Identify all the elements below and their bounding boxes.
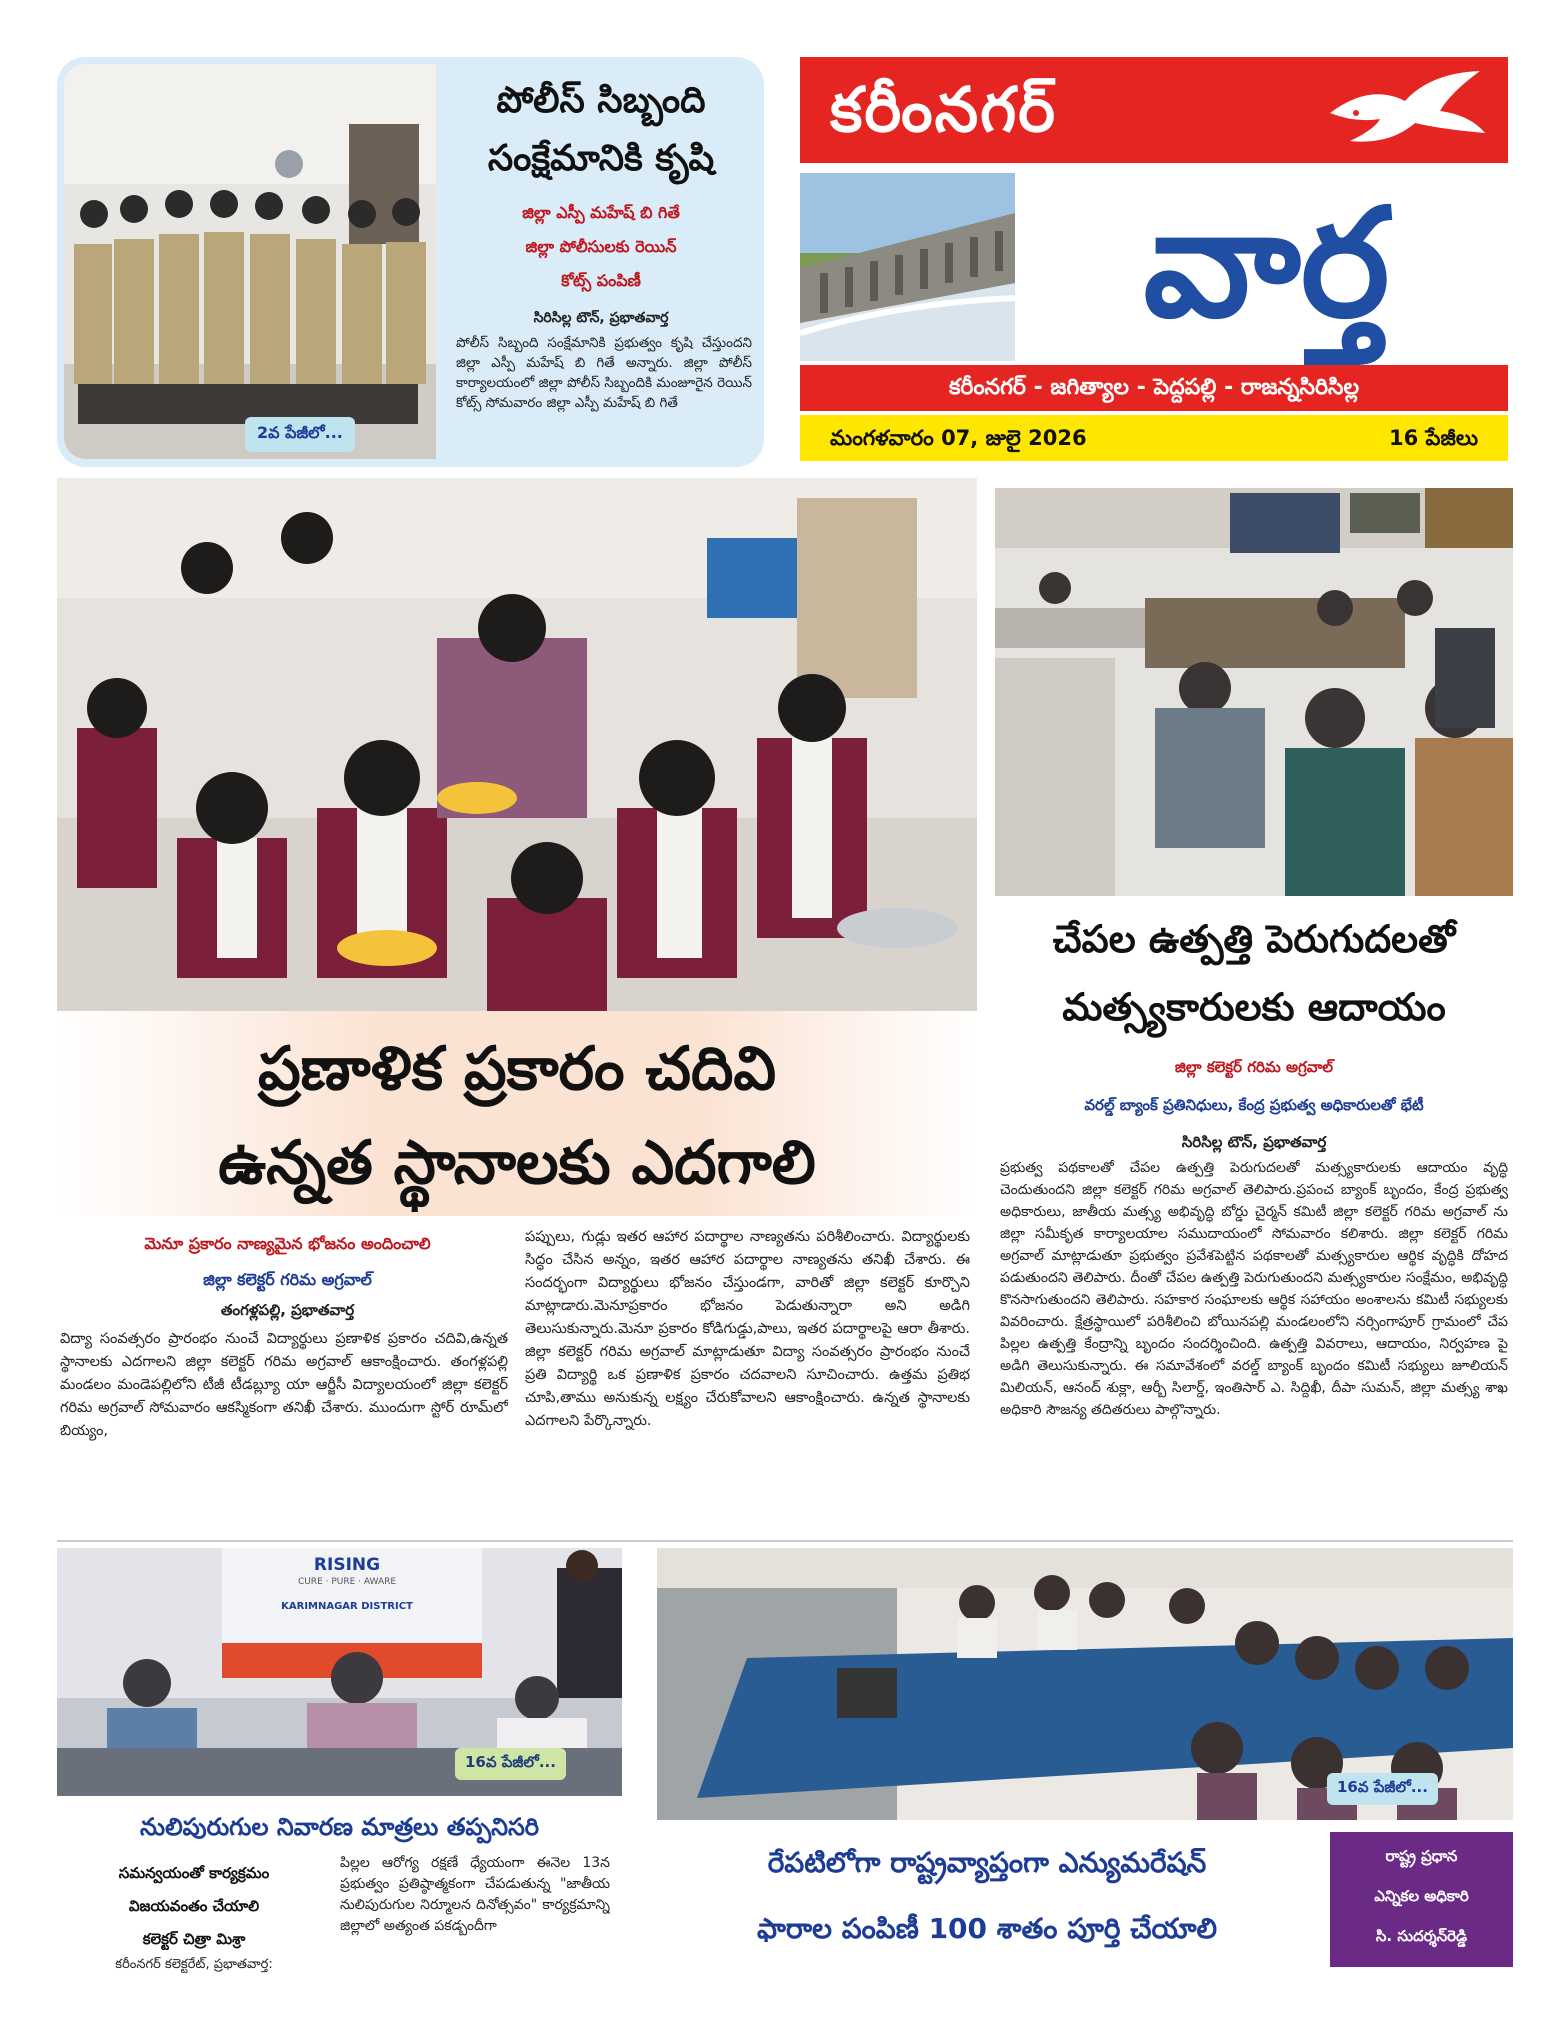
police-subheads	[446, 196, 756, 298]
police-headline-line1: పోలీస్ సిబ్బంది	[496, 80, 706, 121]
masthead	[800, 57, 1508, 361]
deworm-page-ref[interactable]: 16వ పేజీలో...	[455, 1748, 566, 1780]
districts-text: కరీంనగర్ - జగిత్యాల - పెద్దపల్లి - రాజన్నసిరిసిల్ల	[948, 375, 1360, 400]
main-headline-line1: ప్రణాళిక ప్రకారం చదివి	[257, 1034, 777, 1104]
fish-dateline: సిరిసిల్ల టౌన్, ప్రభాతవార్త	[1181, 1133, 1327, 1151]
deworm-banner-tagline: CURE · PURE · AWARE	[297, 1577, 397, 1587]
enumeration-sidebox	[1330, 1832, 1513, 1967]
deworm-banner	[222, 1555, 472, 1612]
enumeration-side2: ఎన్నికల అధికారి	[1374, 1887, 1469, 1905]
main-subheads	[60, 1226, 515, 1298]
main-headline	[57, 1022, 977, 1210]
enumeration-headline-line1: రేపటిలోగా రాష్ట్రవ్యాప్తంగా ఎన్యుమరేషన్	[767, 1846, 1207, 1879]
fish-meeting-photo	[995, 488, 1513, 896]
date-bar	[800, 415, 1508, 461]
districts-bar	[800, 365, 1508, 411]
deworm-sub2: విజయవంతం చేయాలి	[128, 1897, 260, 1915]
main-photo-students	[57, 478, 977, 1011]
masthead-title-main: వార్త	[1143, 177, 1390, 351]
deworm-sub1: సమన్వయంతో కార్యక్రమం	[118, 1864, 270, 1882]
main-headline-line2: ఉన్నత స్థానాలకు ఎదగాలి	[218, 1128, 816, 1198]
page-count: 16 పేజీలు	[1389, 426, 1478, 450]
police-sub2: జిల్లా పోలీసులకు రెయిన్	[525, 237, 677, 256]
enumeration-side3: సి. సుదర్శన్‌రెడ్డి	[1375, 1927, 1468, 1945]
main-body-col2: పప్పులు, గుడ్లు ఇతర ఆహార పదార్థాల నాణ్యతను పరిశీలించారు. విద్యార్థులకు సిద్ధం చేసిన అన్నం, ఇతర ఆహార పదార్థాల నాణ్యతను తనిఖీ చేశారు. ఈ సందర్భంగా విద్యార్థులు భోజనం చేస్తుండగా, వారితో జిల్లా కలెక్టర్ కూర్చొని మాట్లాడారు.మెనూప్రకారం భోజనం పెడుతున్నారా అని అడిగి తెలుసుకున్నారు.మెనూ ప్రకారం కోడిగుడ్డు,పాలు, ఇతర పదార్థాలపై ఆరా తీశారు. జిల్లా కలెక్టర్ గరిమ అగ్రవాల్ మాట్లాడుతూ విద్యా సంవత్సరం ప్రారంభం నుంచే ప్రతి విద్యార్థి ఒక ప్రణాళిక ప్రకారం చదవాలని సూచించారు. ఉత్తమ ప్రతిభ చూపి,తాము అనుకున్న లక్ష్యం చేరుకోవాలని ఆకాంక్షించారు. ఉన్నత స్థానాలకు ఎదగాలని పేర్కొన్నారు.	[525, 1229, 970, 1429]
fish-headline-line2: మత్స్యకారులకు ఆదాయం	[1062, 985, 1446, 1029]
police-headline-line2: సంక్షేమానికి కృషి	[487, 138, 715, 179]
enumeration-headline-line2: ఫారాల పంపిణీ 100 శాతం పూర్తి చేయాలి	[756, 1912, 1218, 1945]
masthead-title-top: కరీంనగర్	[830, 73, 1058, 146]
fish-sub1: జిల్లా కలెక్టర్ గరిమ అగ్రవాల్	[1174, 1058, 1334, 1076]
main-body-col1: విద్యా సంవత్సరం ప్రారంభం నుంచే విద్యార్థులు ప్రణాళిక ప్రకారం చదివి,ఉన్నత స్థానాలకు ఎదగాలని జిల్లా కలెక్టర్ గరిమ అగ్రవాల్ ఆకాంక్షించారు. తంగళ్లపల్లి మండలం మండెపల్లిలోని టీజీ టీడబ్ల్యూ యా ఆర్జీసీ విద్యాలయంలో జిల్లా కలెక్టర్ గరిమ అగ్రవాల్ సోమవారం ఆకస్మికంగా తనిఖీ చేశారు. ముందుగా స్టోర్ రూమ్‌లో బియ్యం,	[60, 1331, 508, 1439]
police-body: పోలీస్ సిబ్బంది సంక్షేమానికి ప్రభుత్వం కృషి చేస్తుందని జిల్లా ఎస్పీ మహేష్ బి గితే అన్నారు. జిల్లా పోలీస్ కార్యాలయంలో జిల్లా పోలీస్ సిబ్బందికి మంజూరైన రెయిన్ కోట్స్ సోమవారం జిల్లా ఎస్పీ మహేష్ బి గితే	[456, 335, 752, 411]
deworm-dateline: కరీంనగర్ కలెక్టరేట్, ప్రభాతవార్త:	[115, 1957, 273, 1972]
enumeration-side1: రాష్ట్ర ప్రధాన	[1385, 1847, 1458, 1865]
dam-image	[800, 173, 1015, 361]
main-sub2: జిల్లా కలెక్టర్ గరిమ అగ్రవాల్	[203, 1270, 372, 1289]
main-dateline: తంగళ్లపల్లి, ప్రభాతవార్త	[220, 1301, 355, 1319]
deworm-banner-title: RISING	[313, 1555, 381, 1575]
deworm-sub3: కలెక్టర్ చిత్రా మిశ్రా	[142, 1930, 246, 1948]
fish-body: ప్రభుత్వ పథకాలతో చేపల ఉత్పత్తి పెరుగుదలతో మత్స్యకారులకు ఆదాయం వృద్ధి చెందుతుందని జిల్లా కలెక్టర్ గరిమ అగ్రవాల్ తెలిపారు.ప్రపంచ బ్యాంక్ బృందం, కేంద్ర ప్రభుత్వ అధికారులు, జాతీయ మత్స్య అభివృద్ధి బోర్డు చైర్మన్ కమిటీ జిల్లా కలెక్టర్ గరిమ అగ్రవాల్ ను జిల్లా సమీకృత కార్యాలయాల సముదాయంలో సోమవారం కలిశారు. జిల్లా కలెక్టర్ గరిమ అగ్రవాల్ మాట్లాడుతూ ప్రభుత్వం ప్రవేశపెట్టిన పథకాలతో మత్స్యకారుల ఆర్థిక వృద్ధికి దోహద పడుతుందని తెలిపారు. దీంతో చేపల ఉత్పత్తి పెరుగుతుందని మత్స్యకారుల సంక్షేమం, అభివృద్ధి కొనసాగుతుందని తెలిపారు. సహకార సంఘాలకు ఆర్థిక సహాయం అంశాలను కమిటీ సభ్యులకు వివరించారు. క్షేత్రస్థాయిలో పరిశీలించి బోయినపల్లి మండలంలోని నర్సింగాపూర్ గ్రామంలో చేప పిల్లల ఉత్పత్తి కేంద్రాన్ని బృందం సందర్శించింది. ఉత్పత్తి వివరాలు, ఆదాయం, నిర్వహణ పై అడిగి తెలుసుకున్నారు. ఈ సమావేశంలో వరల్డ్ బ్యాంక్ బృందం కమిటీ సభ్యులు జూలియన్ మిలియన్, ఆనంద్ శుక్లా, ఆర్బీ సిలార్డ్, ఇంతిసార్ ఎ. సిద్దిఖీ, దీపా సుమన్, జిల్లా మత్స్య శాఖ అధికారి సౌజన్య తదితరులు పాల్గొన్నారు.	[1000, 1160, 1508, 1418]
section-divider	[57, 1540, 1513, 1542]
fish-sub2: వరల్డ్ బ్యాంక్ ప్రతినిధులు, కేంద్ర ప్రభుత్వ అధికారులతో భేటీ	[1084, 1096, 1424, 1114]
police-dateline: సిరిసిల్ల టౌన్, ప్రభాతవార్త	[533, 310, 669, 326]
enumeration-page-ref[interactable]: 16వ పేజీలో...	[1327, 1773, 1438, 1805]
fish-headline-line1: చేపల ఉత్పత్తి పెరుగుదలతో	[1052, 917, 1456, 961]
deworm-body: పిల్లల ఆరోగ్య రక్షణే ధ్యేయంగా ఈనెల 13న ప్రభుత్వం ప్రతిష్ఠాత్మకంగా చేపడుతున్న "జాతీయ నులిపురుగుల నిర్మూలన దినోత్సవం" కార్యక్రమాన్ని జిల్లాలో అత్యంత పకడ్బందీగా	[340, 1855, 610, 1934]
police-sub3: కోట్స్ పంపిణీ	[561, 271, 641, 290]
police-photo	[64, 64, 436, 459]
police-page-ref[interactable]: 2వ పేజీలో...	[245, 417, 355, 452]
police-headline	[446, 72, 756, 188]
deworm-subheads	[60, 1857, 328, 1956]
main-sub1: మెనూ ప్రకారం నాణ్యమైన భోజనం అందించాలి	[144, 1234, 431, 1253]
fish-headline	[995, 905, 1513, 1041]
dove-icon	[1320, 63, 1490, 159]
enumeration-headline	[657, 1830, 1317, 1962]
deworm-headline: నులిపురుగుల నివారణ మాత్రలు తప్పనిసరి	[139, 1813, 540, 1841]
deworm-banner-district: KARIMNAGAR DISTRICT	[281, 1601, 413, 1612]
police-sub1: జిల్లా ఎస్పీ మహేష్ బి గితే	[522, 203, 680, 222]
fish-subheads	[995, 1048, 1513, 1124]
issue-date: మంగళవారం 07, జులై 2026	[830, 426, 1087, 450]
